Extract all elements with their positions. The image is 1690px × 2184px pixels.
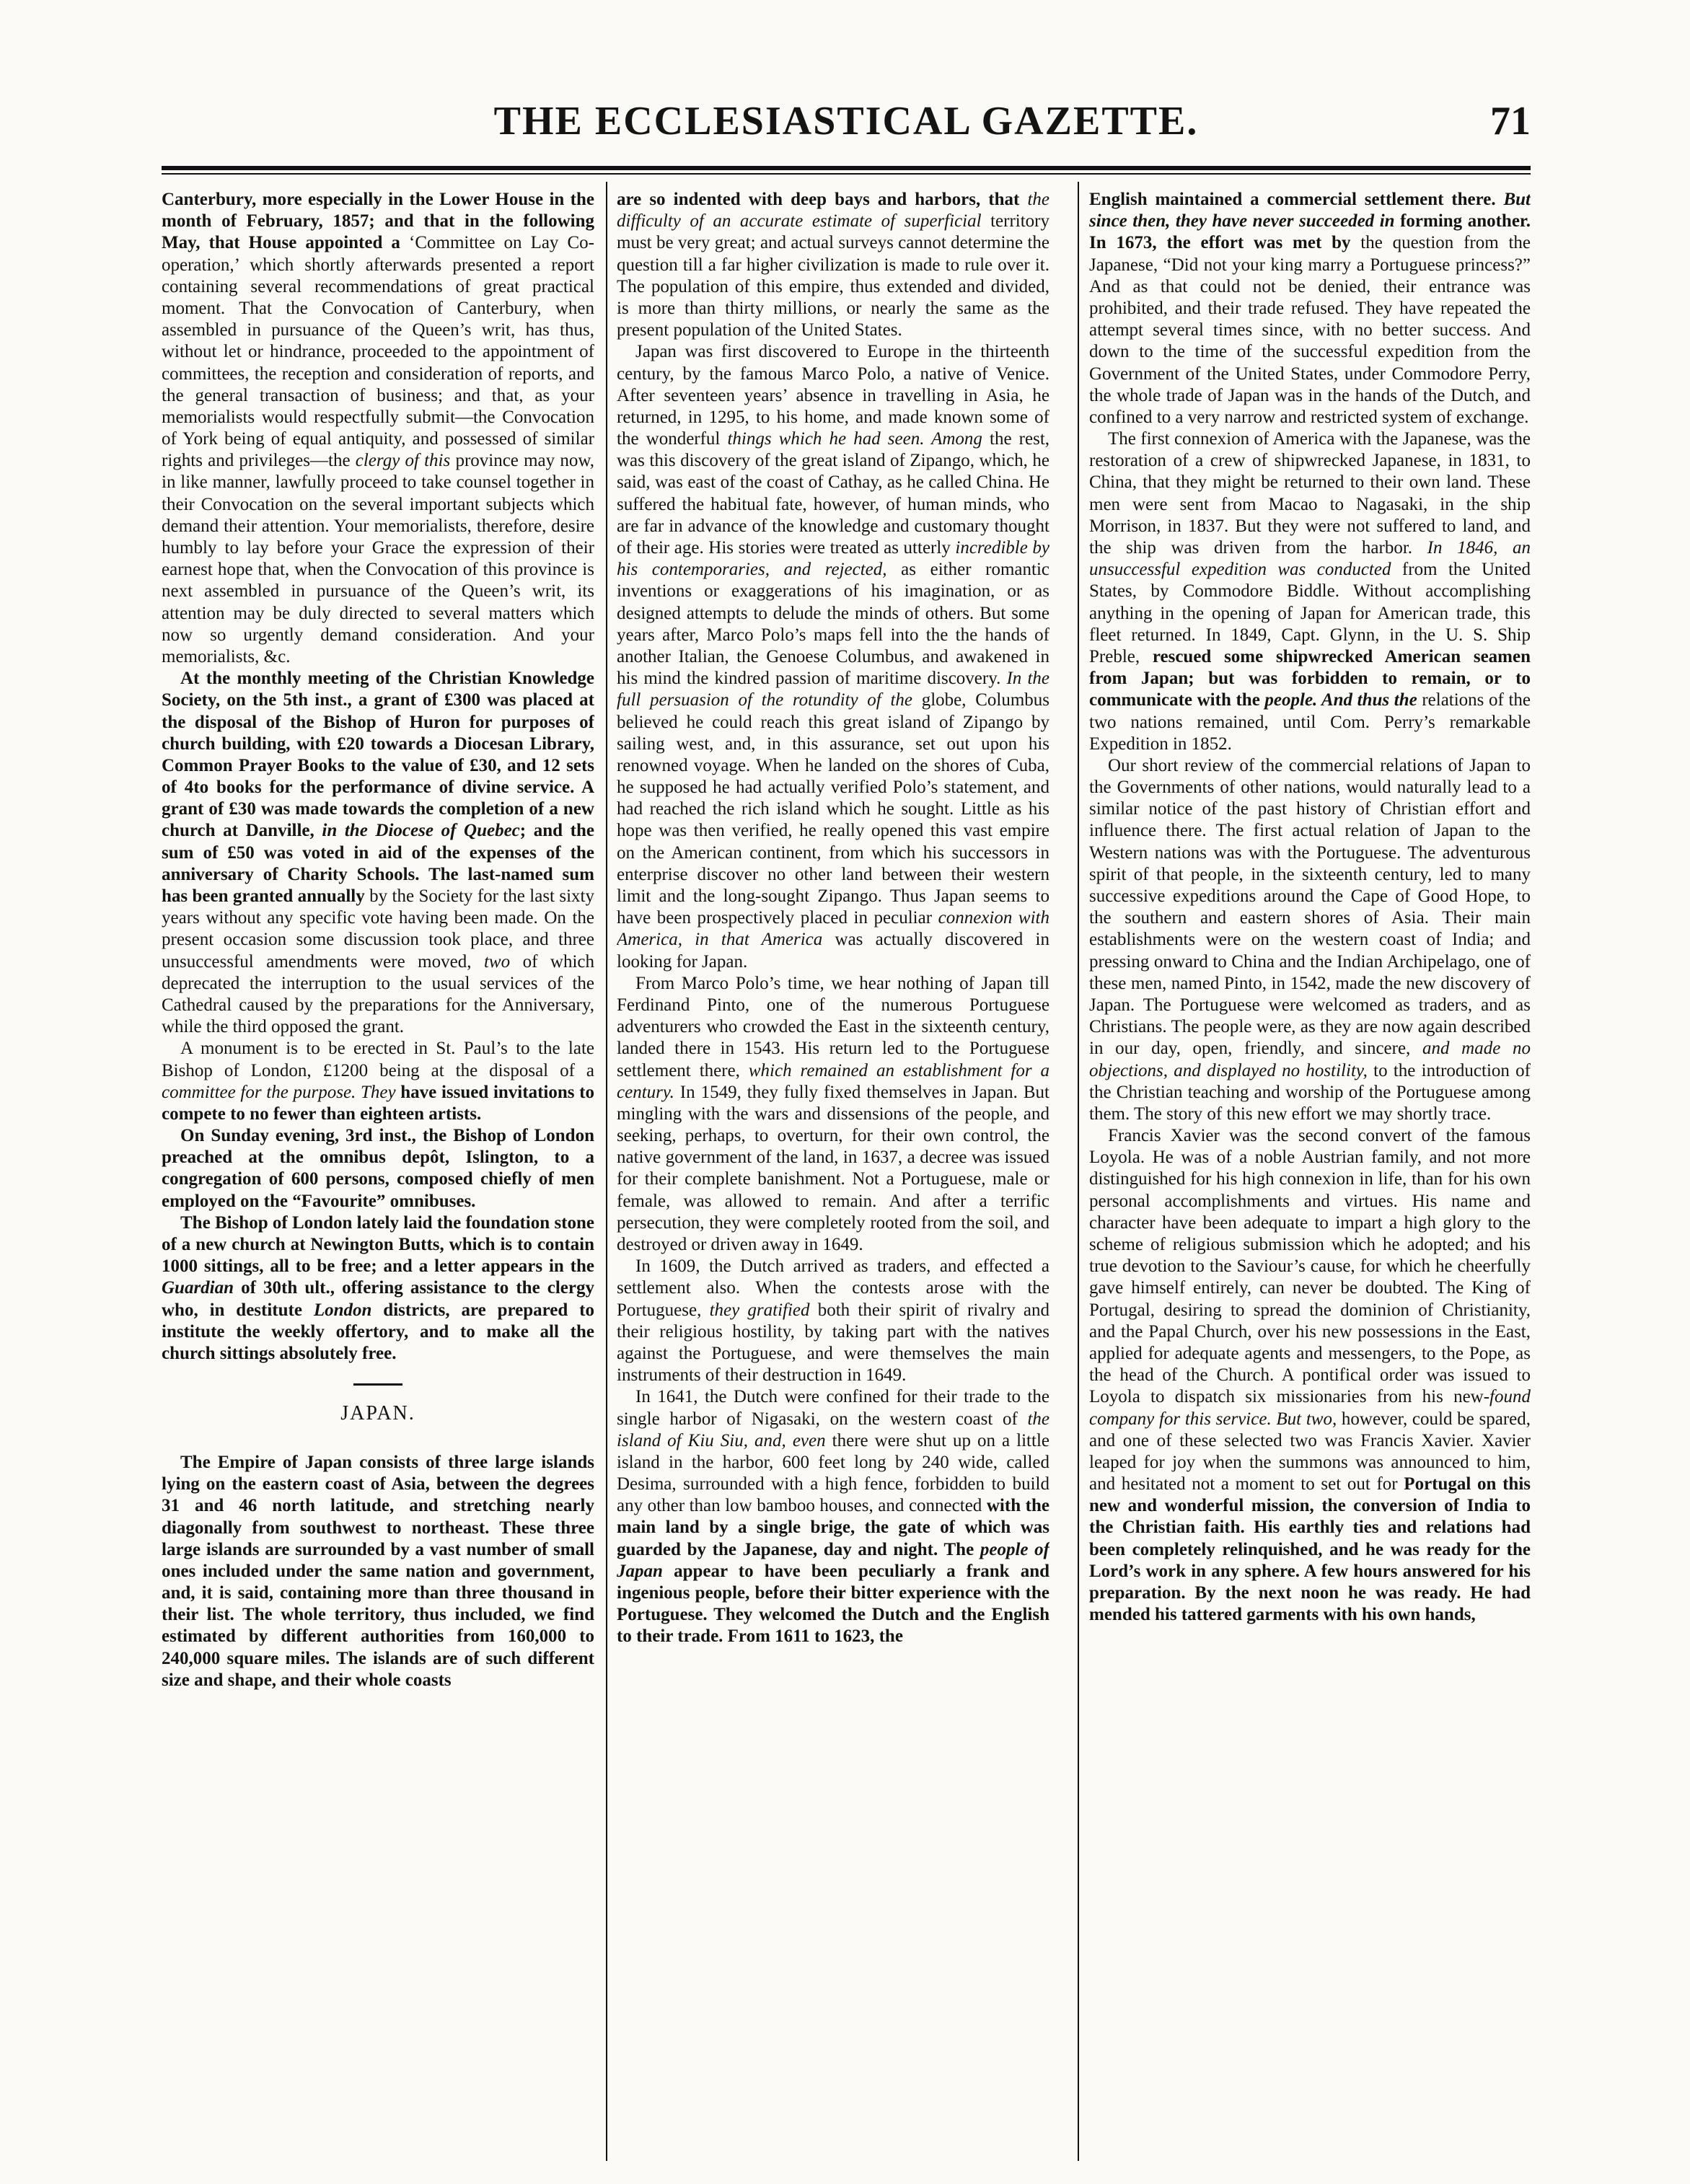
text-run: In 1846, an unsuccessful expedition was conducted: [1089, 538, 1531, 580]
header-rule-thin: [162, 173, 1531, 175]
text-run: the question from the Japanese, “Did not your king marry a Portuguese princess?” And as that could not be denied, their entrance was prohibited, and their trade refused. They have repeated the attempt several times since, with no better success. And down to the time of the successful expedition from the Government of the United States, under Commodore Perry, the whole trade of Japan was in the hands of the Dutch, and confined to a very narrow and restricted system of exchange.: [1089, 233, 1531, 427]
text-run: In 1549, they fully fixed themselves in Japan. But mingling with the wars and dissensions of the people, and seeking, perhaps, to overturn, for their own control, the native government of the land, in 1637, a decree was issued for their complete banishment. Not a Portuguese, male or female, was allowed to remain. And after a terrific persecution, they were completely rooted from the soil, and destroyed or driven away in 1649.: [617, 1082, 1049, 1254]
text-run: In the full persuasion of the rotundity of the: [617, 669, 1049, 710]
text-run: to the introduction of the Christian teaching and worship of the Portuguese among them. The story of this new effort we may shortly trace.: [1089, 1060, 1531, 1124]
text-run: relations of the two nations remained, until Com. Perry’s remarkable Expedition in 1852.: [1089, 690, 1531, 754]
text-run: In 1609, the Dutch arrived as traders, and effected a settlement also. When the contests arose with the Portuguese,: [617, 1256, 1049, 1320]
column-2: [617, 189, 1049, 2161]
text-run: and made no objections, and displayed no hostility,: [1089, 1039, 1531, 1080]
section-divider: [353, 1383, 402, 1386]
paragraph: [162, 1452, 594, 1691]
text-run: But since then, they have never succeeded in: [1089, 190, 1531, 232]
text-run: with the main land by a single brige, the gate of which was guarded by the Japanese, day and night. The: [617, 1496, 1049, 1559]
text-run: Our short review of the commercial relations of Japan to the Governments of other nations, would naturally lead to a similar notice of the past history of Christian effort and influence there. The first actual relation of Japan to the Western nations was with the Portuguese. The adventurous spirit of that people, in the sixteenth century, led to many successive expeditions around the Cape of Good Hope, to the southern and eastern shores of Asia. Their main establishments were on the western coast of India; and pressing onward to China and the Indian Archipelago, one of these men, named Pinto, in 1542, made the new discovery of Japan. The Portuguese were welcomed as traders, and as Christians. The people were, as they are now again described in our day, open, friendly, and sincere,: [1089, 755, 1531, 1059]
text-run: as either romantic inventions or exaggerations of his imagination, or as designed attempts to delude the minds of others. But some years after, Marco Polo’s maps fell into the the hands of another Italian, the Genoese Columbus, and awakened in his mind the kindred passion of maritime discovery.: [617, 560, 1049, 689]
paragraph: [1089, 1125, 1531, 1626]
text-run: things which he had seen. Among: [727, 429, 982, 449]
text-run: the rest, was this discovery of the great island of Zipango, which, he said, was east of the coast of Cathay, as he called China. He suffered the habitual fate, however, of human minds, who are far in advance of the knowledge and customary thought of their age. His stories were treated as utterly: [617, 429, 1049, 558]
text-run: province may now, in like manner, lawfully proceed to take counsel together in their Convocation on the several important subjects which demand their attention. Your memorialists, therefore, desire humbly to lay before your Grace the expression of their earnest hope that, when the Convocation of this province is next assembled in pursuance of the Queen’s writ, its attention may be duly directed to several matters which now so urgently demand consideration. And your memorialists, &c.: [162, 451, 594, 666]
text-run: Guardian: [162, 1278, 234, 1298]
text-run: from the United States, by Commodore Biddle. Without accomplishing anything in the opening of Japan for American trade, this fleet returned. In 1849, Capt. Glynn, in the U. S. Ship Preble,: [1089, 560, 1531, 666]
text-run: The first connexion of America with the Japanese, was the restoration of a crew of shipwrecked Japanese, in 1831, to China, that they might be returned to their own land. These men were sent from Macao to Nagasaki, in the ship Morrison, in 1837. But they were not suffered to land, and the ship was driven from the harbor.: [1089, 429, 1531, 558]
paragraph: [617, 1386, 1049, 1647]
column-1: [162, 189, 594, 2161]
column-3: [1089, 189, 1531, 2161]
text-run: The Empire of Japan consists of three large islands lying on the eastern coast of Asia, between the degrees 31 and 46 north latitude, and stretching nearly diagonally from southwest to northeast. These three large islands are surrounded by a vast number of small ones included under the same nation and government, and, it is said, containing more than three thousand in their list. The whole territory, thus included, we find estimated by different authorities from 160,000 to 240,000 square miles. The islands are of such different size and shape, and their whole coasts: [162, 1452, 594, 1690]
paragraph: [162, 1038, 594, 1125]
text-run: globe, Columbus believed he could reach this great island of Zipango by sailing west, and, in this assurance, set out upon his renowned voyage. When he landed on the shores of Cuba, he supposed he had actually verified Polo’s statement, and had reached the rich island which he sought. Little as his hope was then verified, he really opened this vast empire on the American continent, from which his successors in enterprise discover no other land between their western limit and the long-sought Zipango. Thus Japan seems to have been prospectively placed in peculiar: [617, 690, 1049, 928]
paragraph: [162, 1212, 594, 1365]
text-run: ‘Committee on Lay Co-operation,’ which shortly afterwards presented a report containing several recommendations of great practical moment. That the Convocation of Canterbury, when assembled in pursuance of the Queen’s writ, has thus, without let or hindrance, proceeded to the appointment of committees, the reception and consideration of reports, and the general transaction of business; and that, as your memorialists would respectfully submit—the Convocation of York being of equal antiquity, and possessed of similar rights and privileges—the: [162, 233, 594, 471]
section-heading: JAPAN.: [340, 1402, 415, 1425]
text-run: appear to have been peculiarly a frank and ingenious people, before their bitter experience with the Portuguese. They welcomed the Dutch and the English to their trade. From 1611 to 1623, the: [617, 1561, 1049, 1647]
text-run: Portugal on this new and wonderful mission, the conversion of India to the Christian faith. His earthly ties and relations had been completely relinquished, and he was ready for the Lord’s work in any sphere. A few hours answered for his preparation. By the next noon he was ready. He had mended his tattered garments with his own hands,: [1089, 1474, 1531, 1625]
text-run: two: [483, 951, 511, 972]
text-run: committee for the purpose. They: [162, 1082, 396, 1102]
text-run: Canterbury, more especially in the Lower House in the month of February, 1857; and that in the following May, that House appointed a: [162, 190, 594, 253]
text-run: districts, are prepared to institute the weekly offertory, and to make all the church sittings absolutely free.: [162, 1300, 594, 1363]
paragraph: [617, 973, 1049, 1256]
text-run: both their spirit of rivalry and their religious hostility, by taking part with the natives against the Portuguese, and were themselves the main instruments of their destruction in 1649.: [617, 1300, 1049, 1386]
text-run: in the Diocese of Quebec: [322, 821, 520, 841]
text-run: English maintained a commercial settlement there.: [1089, 190, 1504, 209]
paragraph: [1089, 755, 1531, 1125]
text-run: On Sunday evening, 3rd inst., the Bishop of London preached at the omnibus depôt, Islington, to a congregation of 600 persons, composed chiefly of men employed on the “Favourite” omnibuses.: [162, 1126, 594, 1211]
text-run: people. And thus the: [1264, 690, 1417, 710]
text-run: A monument is to be erected in St. Paul’s to the late Bishop of London, £1200 being at the disposal of a: [162, 1039, 594, 1080]
text-run: of 30th ult., offering assistance to the clergy who, in destitute: [162, 1278, 594, 1320]
text-run: by the Society for the last sixty years without any specific vote having been made. On the present occasion some discussion took place, and three unsuccessful amendments were moved,: [162, 886, 594, 972]
text-run: Francis Xavier was the second convert of the famous Loyola. He was of a noble Austrian family, and not more distinguished for his high connexion in life, than for his own personal accomplishments and virtues. His name and character have been adequate to impart a high glory to the scheme of religious submission which he adopted; and his true devotion to the Saviour’s cause, for which he cheerfully gave himself entirely, can never be doubted. The King of Portugal, desiring to spread the dominion of Christianity, and the Papal Church, over his new possessions in the East, applied for adequate agents and messengers, to the Pope, as the head of the Church. A pontifical order was issued to Loyola to dispatch six missionaries from his new-: [1089, 1126, 1531, 1407]
paragraph: [162, 668, 594, 1038]
paragraph: [1089, 189, 1531, 428]
text-run: are so indented with deep bays and harbors, that: [617, 190, 1028, 209]
text-run: however, could be spared, and one of these selected two was Francis Xavier. Xavier leaped for joy when the summons was announced to him, and hesitated not a moment to set out for: [1089, 1409, 1531, 1494]
column-rule-right: [1078, 182, 1079, 2161]
text-run: ; and the sum of £50 was voted in aid of the expenses of the anniversary of Charity Schools. The last-named sum has been granted annually: [162, 821, 594, 906]
text-run: connexion with America, in that America: [617, 908, 1049, 950]
text-run: the difficulty of an accurate estimate of superficial: [617, 190, 1049, 232]
text-run: people of Japan: [617, 1539, 1049, 1581]
text-run: territory must be very great; and actual surveys cannot determine the question till a far higher civilization is made to rule over it. The population of this empire, thus extended and divided, is more than thirty millions, or nearly the same as the present population of the United States.: [617, 211, 1049, 340]
text-run: the island of Kiu Siu, and, even: [617, 1409, 1049, 1450]
running-head: [162, 98, 1531, 156]
text-run: The Bishop of London lately laid the foundation stone of a new church at Newington Butts, which is to contain 1000 sittings, all to be free; and a letter appears in the: [162, 1212, 594, 1277]
page-number: 71: [1490, 99, 1531, 144]
text-run: of which deprecated the interruption to the usual services of the Cathedral caused by the preparations for the Anniversary, while the third opposed the grant.: [162, 951, 594, 1037]
text-run: they gratified: [709, 1300, 810, 1320]
text-run: At the monthly meeting of the Christian Knowledge Society, on the 5th inst., a grant of £300 was placed at the disposal of the Bishop of Huron for purposes of church building, with £20 towards a Diocesan Library, Common Prayer Books to the value of £30, and 12 sets of 4to books for the performance of divine service. A grant of £30 was made towards the completion of a new church at Danville,: [162, 669, 594, 841]
text-run: incredible by his contemporaries, and rejected,: [617, 538, 1049, 580]
text-run: forming another. In 1673, the effort was met by: [1089, 211, 1531, 253]
paragraph: [617, 189, 1049, 341]
paragraph: [162, 189, 594, 668]
text-run: In 1641, the Dutch were confined for their trade to the single harbor of Nigasaki, on the western coast of: [617, 1387, 1049, 1429]
paragraph: [162, 1125, 594, 1212]
paragraph: [617, 1256, 1049, 1386]
text-run: was actually discovered in looking for Japan.: [617, 930, 1049, 972]
page-title: THE ECCLESIASTICAL GAZETTE.: [493, 99, 1199, 144]
text-run: there were shut up on a little island in the harbor, 600 feet long by 240 wide, called Desima, surrounded with a high fence, forbidden to build any other than low bamboo houses, and connected: [617, 1430, 1049, 1516]
paragraph: [1089, 428, 1531, 755]
column-rule-left: [606, 182, 607, 2161]
header-rule-thick: [162, 166, 1531, 170]
text-run: found company for this service. But two,: [1089, 1387, 1531, 1429]
text-run: which remained an establishment for a century.: [617, 1060, 1049, 1102]
text-run: have issued invitations to compete to no fewer than eighteen artists.: [162, 1082, 594, 1124]
text-run: From Marco Polo’s time, we hear nothing of Japan till Ferdinand Pinto, one of the numerous Portuguese adventurers who crowded the East in the sixteenth century, landed there in 1543. His return led to the Portuguese settlement there,: [617, 973, 1049, 1080]
paragraph: [617, 341, 1049, 972]
text-run: Japan was first discovered to Europe in the thirteenth century, by the famous Marco Polo, a native of Venice. After seventeen years’ absence in travelling in Asia, he returned, in 1295, to his home, and made known some of the wonderful: [617, 342, 1049, 449]
text-run: clergy of this: [355, 451, 451, 471]
text-run: rescued some shipwrecked American seamen from Japan; but was forbidden to remain, or to communicate with the: [1089, 646, 1531, 710]
text-run: London: [313, 1300, 372, 1320]
